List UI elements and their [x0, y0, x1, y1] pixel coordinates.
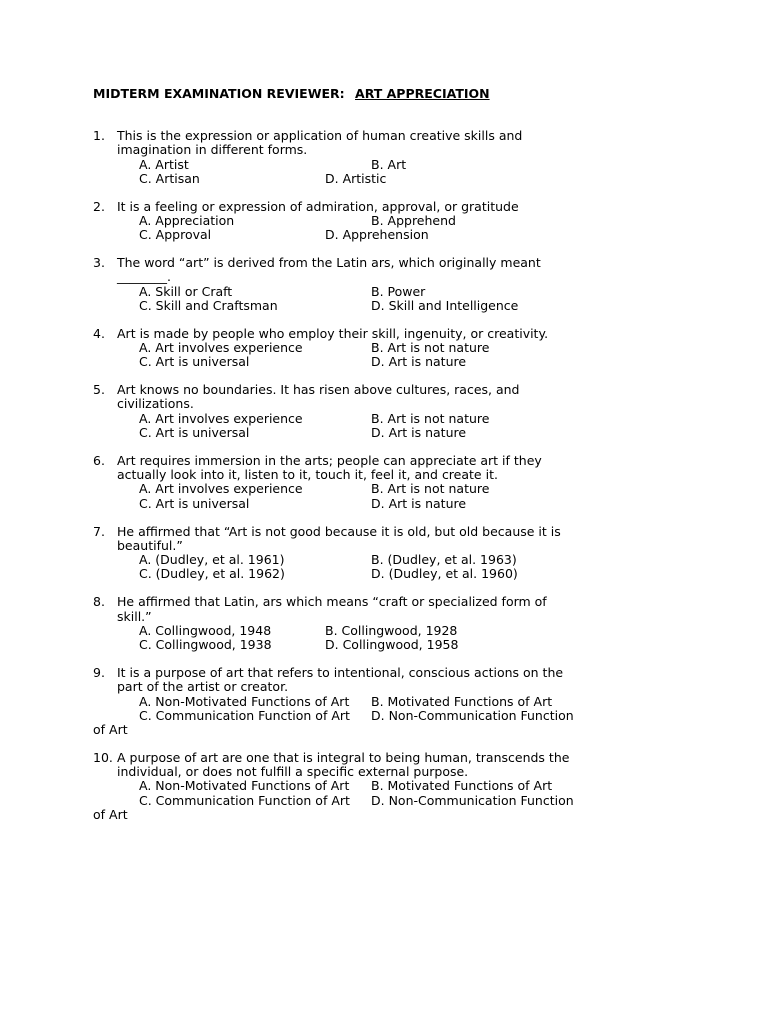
choice-row: [93, 624, 613, 638]
question-number: 6.: [93, 452, 105, 468]
choice-row: [93, 695, 613, 709]
question-number: 2.: [93, 198, 105, 214]
answer-choices: [93, 341, 613, 370]
question-text: He affirmed that Latin, ars which means “craft or specialized form of skill.”: [117, 594, 547, 624]
question-text: Art requires immersion in the arts; people can appreciate art if they actually look into it, listen to it, touch it, feel it, and create it.: [117, 452, 542, 483]
question-number: 9.: [93, 664, 105, 680]
question-stem: [93, 129, 613, 158]
question-text: It is a purpose of art that refers to intentional, conscious actions on the part of the artist or creator.: [117, 664, 564, 695]
question-item: [93, 129, 613, 186]
answer-choice: B. Collingwood, 1928: [325, 622, 458, 638]
answer-choice: B. Art is not nature: [371, 340, 490, 356]
choice-row: [93, 412, 613, 426]
choice-row: [93, 638, 613, 652]
answer-choice: A. (Dudley, et al. 1961): [139, 552, 285, 568]
question-number: 4.: [93, 325, 105, 341]
choice-row: [93, 285, 613, 299]
answer-choices: [93, 158, 613, 187]
choice-row: [93, 567, 613, 581]
answer-choices: [93, 695, 613, 724]
answer-choices: [93, 285, 613, 314]
answer-choice: A. Non-Motivated Functions of Art: [139, 693, 350, 709]
answer-choice: A. Art involves experience: [139, 481, 303, 497]
answer-choice: C. Skill and Craftsman: [139, 297, 278, 313]
answer-choice: C. (Dudley, et al. 1962): [139, 566, 285, 582]
choice-continuation: of Art: [93, 722, 128, 738]
answer-choice: C. Art is universal: [139, 425, 250, 441]
question-number: 3.: [93, 255, 105, 271]
question-text: Art knows no boundaries. It has risen above cultures, races, and civilizations.: [117, 382, 520, 412]
question-text: The word “art” is derived from the Latin ars, which originally meant ________.: [117, 255, 541, 285]
answer-choice: D. Apprehension: [325, 227, 429, 243]
answer-choice: D. Art is nature: [371, 425, 467, 441]
answer-choice: D. Non-Communication Function: [371, 792, 574, 808]
choice-row: [93, 214, 613, 228]
question-stem: [93, 751, 613, 780]
answer-choice: B. Art: [371, 156, 407, 172]
choice-row: [93, 779, 613, 793]
question-number: 1.: [93, 128, 105, 143]
question-stem: [93, 200, 613, 214]
choice-continuation: of Art: [93, 807, 128, 823]
choice-row: [93, 553, 613, 567]
question-number: 5.: [93, 382, 105, 398]
answer-choice: A. Art involves experience: [139, 340, 303, 356]
answer-choice: C. Art is universal: [139, 495, 250, 511]
choice-row: [93, 426, 613, 440]
answer-choices: [93, 482, 613, 511]
choice-row: [93, 341, 613, 355]
answer-choice: A. Artist: [139, 156, 189, 172]
question-stem: [93, 383, 613, 412]
title-subject: ART APPRECIATION: [355, 86, 490, 101]
answer-choice: B. Art is not nature: [371, 410, 490, 426]
title-label: MIDTERM EXAMINATION REVIEWER:: [93, 86, 345, 101]
answer-choice: C. Collingwood, 1938: [139, 637, 272, 653]
document-title: [93, 87, 490, 101]
question-stem: [93, 256, 613, 285]
answer-choice: C. Communication Function of Art: [139, 707, 350, 723]
question-item: [93, 525, 613, 582]
answer-choice: A. Appreciation: [139, 212, 235, 228]
answer-choices: [93, 779, 613, 808]
choice-row: [93, 228, 613, 242]
answer-choice: B. Motivated Functions of Art: [371, 693, 553, 709]
answer-choices: [93, 553, 613, 582]
choice-row: [93, 299, 613, 313]
question-text: He affirmed that “Art is not good because it is old, but old because it is beautiful.”: [117, 523, 561, 553]
question-number: 8.: [93, 594, 105, 610]
choice-row: [93, 794, 613, 808]
question-number: 7.: [93, 523, 105, 539]
question-text: This is the expression or application of human creative skills and imagination in different forms.: [117, 128, 523, 158]
answer-choices: [93, 624, 613, 653]
answer-choice: C. Communication Function of Art: [139, 792, 350, 808]
answer-choice: B. Art is not nature: [371, 481, 490, 497]
answer-choices: [93, 412, 613, 441]
answer-choice: C. Approval: [139, 227, 212, 243]
question-text: A purpose of art are one that is integral to being human, transcends the individual, or does not fulfill a specific external purpose.: [117, 749, 570, 780]
answer-choice: B. (Dudley, et al. 1963): [371, 552, 517, 568]
answer-choice: C. Art is universal: [139, 354, 250, 370]
choice-row: [93, 355, 613, 369]
question-item: [93, 595, 613, 652]
answer-choice: A. Collingwood, 1948: [139, 622, 272, 638]
question-item: [93, 256, 613, 313]
question-item: [93, 327, 613, 370]
answer-choice: B. Motivated Functions of Art: [371, 778, 553, 794]
question-item: [93, 751, 613, 822]
question-number: 10.: [93, 749, 113, 765]
answer-choice: A. Non-Motivated Functions of Art: [139, 778, 350, 794]
question-item: [93, 383, 613, 440]
answer-choice: D. Non-Communication Function: [371, 707, 574, 723]
answer-choice: D. (Dudley, et al. 1960): [371, 566, 518, 582]
question-text: Art is made by people who employ their skill, ingenuity, or creativity.: [117, 325, 549, 341]
question-stem: [93, 525, 613, 554]
question-item: [93, 666, 613, 737]
answer-choice: A. Art involves experience: [139, 410, 303, 426]
choice-row: [93, 497, 613, 511]
answer-choice: D. Art is nature: [371, 495, 467, 511]
question-text: It is a feeling or expression of admiration, approval, or gratitude: [117, 198, 519, 214]
answer-choice: D. Collingwood, 1958: [325, 637, 459, 653]
answer-choice: B. Power: [371, 283, 426, 299]
answer-choice: D. Art is nature: [371, 354, 467, 370]
answer-choice: D. Artistic: [325, 170, 387, 186]
question-item: [93, 200, 613, 243]
question-stem: [93, 454, 613, 483]
choice-row: [93, 172, 613, 186]
question-stem: [93, 595, 613, 624]
answer-choice: A. Skill or Craft: [139, 283, 233, 299]
question-list: [93, 129, 613, 836]
answer-choices: [93, 214, 613, 243]
choice-row: [93, 709, 613, 723]
question-item: [93, 454, 613, 511]
choice-row: [93, 158, 613, 172]
question-stem: [93, 327, 613, 341]
question-stem: [93, 666, 613, 695]
answer-choice: C. Artisan: [139, 170, 200, 186]
choice-row: [93, 482, 613, 496]
answer-choice: D. Skill and Intelligence: [371, 297, 519, 313]
answer-choice: B. Apprehend: [371, 212, 456, 228]
